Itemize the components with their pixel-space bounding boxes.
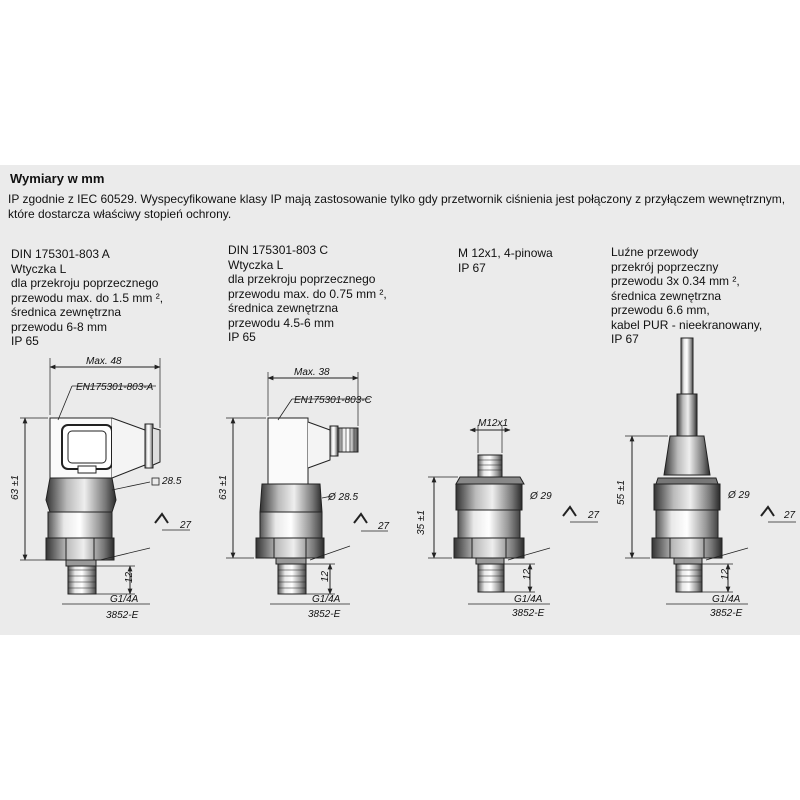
- section-title: Wymiary w mm: [10, 171, 105, 186]
- label-height: 63 ±1: [10, 475, 21, 500]
- label-standard: 3852-E: [106, 610, 139, 621]
- label-connector: EN175301-803-A: [76, 382, 154, 393]
- label-connector: EN175301-803-C: [294, 395, 372, 406]
- label-wrench: 27: [378, 521, 390, 532]
- label-wrench: 27: [588, 510, 600, 521]
- label-height: 35 ±1: [416, 510, 427, 535]
- ip-note: IP zgodnie z IEC 60529. Wyspecyfikowane klasy IP mają zastosowanie tylko gdy przetwornik ciśnienia jest połączony z przyłączem wewnętrznym, które dostarcza właściwy stopień ochrony.: [8, 192, 786, 221]
- variant-description-din-a: DIN 175301-803 A Wtyczka L dla przekroju poprzecznego przewodu max. do 1.5 mm ², średnica zewnętrzna przewodu 6-8 mm IP 65: [11, 247, 164, 348]
- label-body: Ø 29: [530, 491, 552, 502]
- label-thread-length: 12: [720, 568, 731, 580]
- label-thread: G1/4A: [712, 594, 741, 605]
- label-height: 63 ±1: [218, 475, 229, 500]
- variant-description-cable: Luźne przewody przekrój poprzeczny przewodu 3x 0.34 mm ², średnica zewnętrzna przewodu 6.6 mm, kabel PUR - nieekranowany, IP 67: [611, 245, 763, 346]
- drawing-cable: [625, 338, 796, 604]
- variant-description-m12: M 12x1, 4-pinowa IP 67: [458, 246, 553, 275]
- label-body: 28.5: [162, 476, 182, 487]
- label-thread-length: 12: [522, 568, 533, 580]
- label-connector: M12x1: [478, 418, 509, 429]
- label-standard: 3852-E: [710, 608, 743, 619]
- label-thread-length: 12: [124, 571, 135, 583]
- label-thread: G1/4A: [514, 594, 543, 605]
- label-thread: G1/4A: [110, 594, 139, 605]
- label-wrench: 27: [180, 520, 192, 531]
- label-wrench: 27: [784, 510, 796, 521]
- drawing-din-c: [226, 372, 388, 604]
- label-standard: 3852-E: [308, 609, 341, 620]
- drawing-m12: [428, 425, 598, 604]
- label-width: Max. 38: [294, 367, 330, 378]
- label-body: Ø 28.5: [328, 492, 359, 503]
- label-thread-length: 12: [320, 570, 331, 582]
- label-body: Ø 29: [728, 490, 750, 501]
- variant-description-din-c: DIN 175301-803 C Wtyczka L dla przekroju poprzecznego przewodu max. do 0.75 mm ², średnica zewnętrzna przewodu 4.5-6 mm IP 65: [228, 243, 387, 344]
- label-height: 55 ±1: [616, 480, 627, 505]
- label-width: Max. 48: [86, 356, 122, 367]
- label-thread: G1/4A: [312, 594, 341, 605]
- label-standard: 3852-E: [512, 608, 545, 619]
